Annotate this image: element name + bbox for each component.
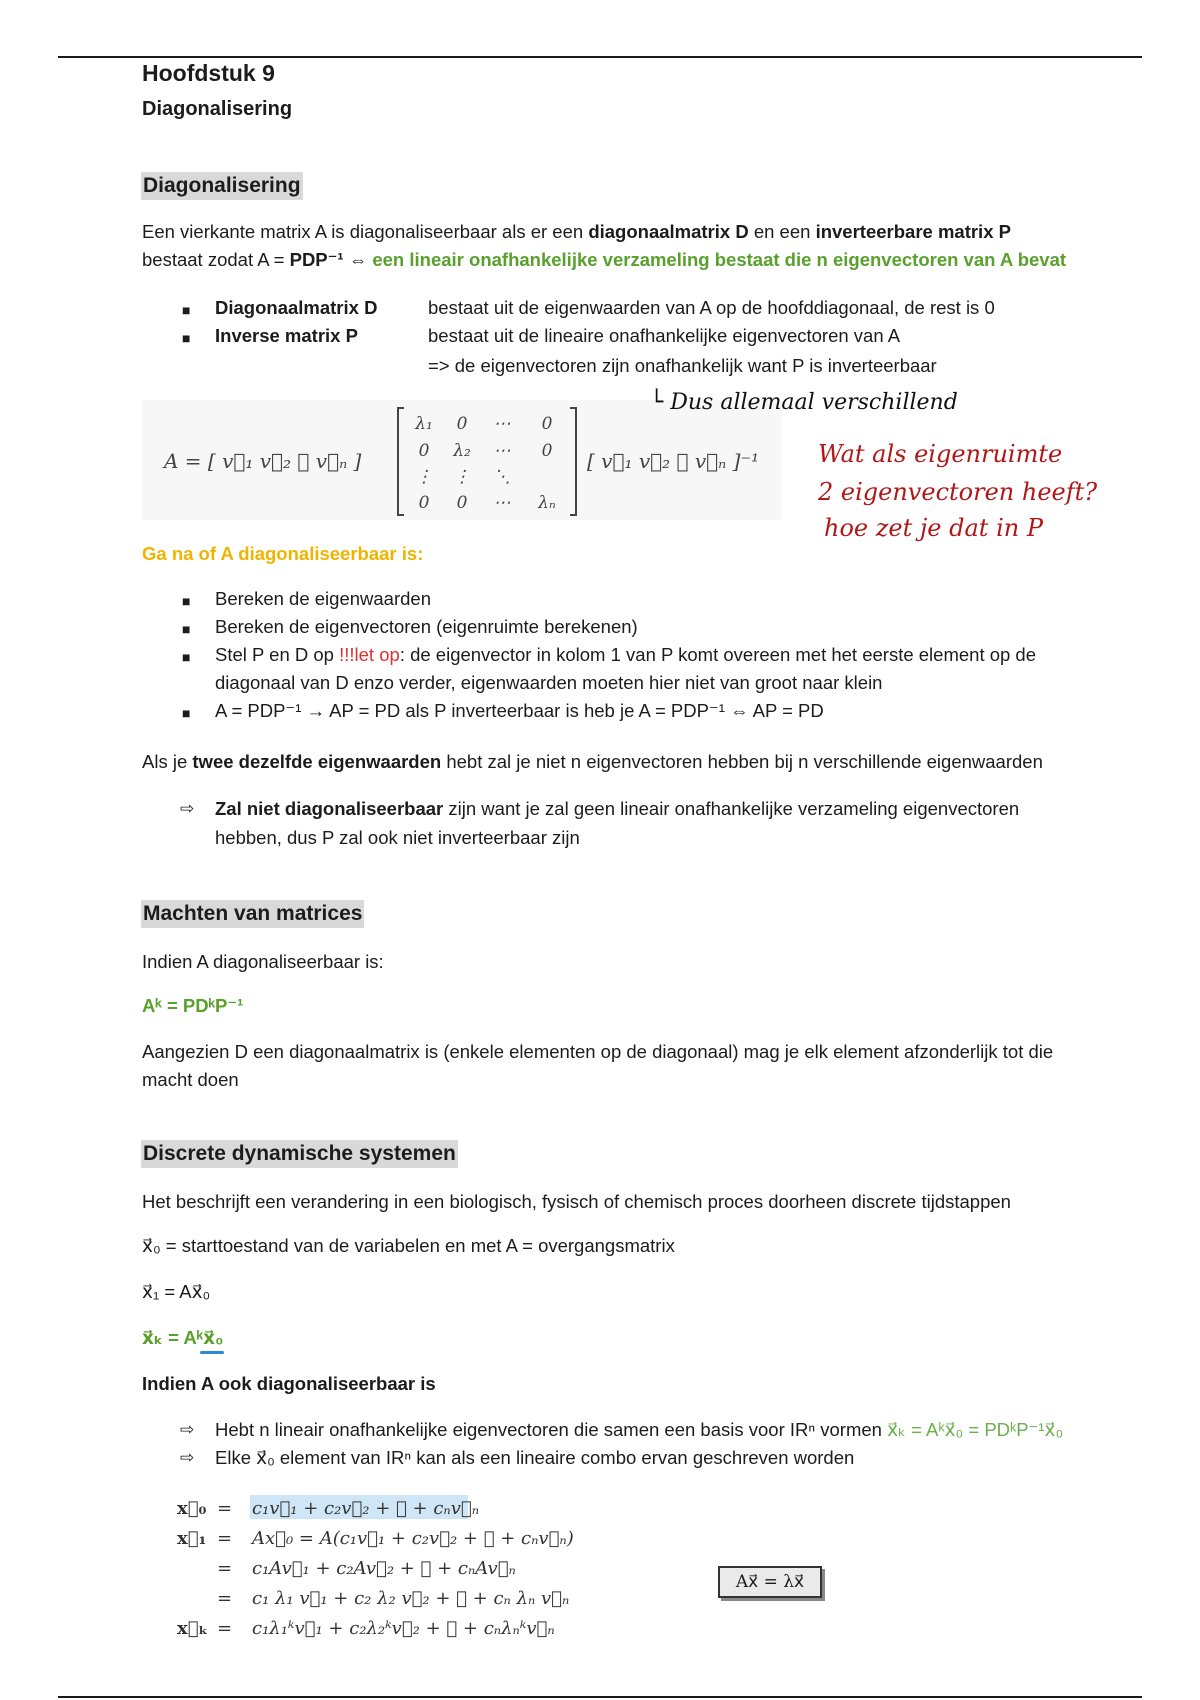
- chapter-title: Hoofdstuk 9: [142, 60, 275, 86]
- intro-bold-p: inverteerbare matrix P: [815, 221, 1011, 242]
- def-text-d: bestaat uit de eigenwaarden van A op de hoofddiagonaal, de rest is 0: [428, 297, 995, 318]
- svg-text:Ax⃗₀ = A(c₁v⃗₁ + c₂v⃗₂ + ⋯ + c: Ax⃗₀ = A(c₁v⃗₁ + c₂v⃗₂ + ⋯ + cₙv⃗ₙ): [252, 1528, 574, 1549]
- svg-text:x⃗₀: x⃗₀: [177, 1498, 207, 1519]
- discrete-x1: x⃗₁ = Ax⃗₀: [142, 1281, 211, 1302]
- handwritten-note-3: hoe zet je dat in P: [824, 514, 1043, 542]
- def-term-p: Inverse matrix P: [215, 325, 358, 346]
- svg-text:[ v⃗₁ v⃗₂ ⋯ v⃗ₙ ]⁻¹: [ v⃗₁ v⃗₂ ⋯ v⃗ₙ ]⁻¹: [587, 449, 760, 473]
- xk-underline: [200, 1351, 224, 1354]
- svg-text:λₙ: λₙ: [538, 493, 556, 513]
- svg-text:0: 0: [418, 493, 430, 513]
- discrete-arrow-1: [215, 1416, 1063, 1444]
- discrete-arrow-1-text: Hebt n lineair onafhankelijke eigenvectoren die samen een basis voor IRⁿ vormen: [215, 1419, 888, 1440]
- diagonalization-formula: [142, 400, 782, 520]
- svg-text:=: =: [217, 1588, 233, 1609]
- bullet: ■: [182, 705, 191, 721]
- derivation-svg: [172, 1490, 692, 1640]
- bullet: ■: [182, 649, 191, 665]
- svg-text:⋯: ⋯: [493, 441, 511, 461]
- discrete-line-1: Het beschrijft een verandering in een biologisch, fysisch of chemisch proces doorheen discrete tijdstappen: [142, 1191, 1011, 1212]
- def-text-p: bestaat uit de lineaire onafhankelijke eigenvectoren van A: [428, 325, 901, 346]
- svg-text:c₁ λ₁ v⃗₁ + c₂ λ₂ v⃗₂ + ⋯ + cₙ: c₁ λ₁ v⃗₁ + c₂ λ₂ v⃗₂ + ⋯ + cₙ λₙ v⃗ₙ: [252, 1588, 570, 1609]
- svg-text:⋮: ⋮: [415, 467, 433, 487]
- intro-line-2: [142, 246, 1066, 274]
- svg-text:A = [ v⃗₁ v⃗₂ ⋯ v⃗ₙ ]: A = [ v⃗₁ v⃗₂ ⋯ v⃗ₙ ]: [164, 449, 362, 473]
- svg-text:0: 0: [541, 414, 553, 434]
- chapter-subtitle: Diagonalisering: [142, 98, 293, 120]
- top-rule: [58, 56, 1142, 58]
- bottom-rule: [58, 1696, 1142, 1698]
- line2-text: bestaat zodat A =: [142, 249, 290, 270]
- svg-text:=: =: [217, 1528, 233, 1549]
- step-4: A = PDP⁻¹ → AP = PD als P inverteerbaar is heb je A = PDP⁻¹ ⇔ AP = PD: [215, 700, 824, 721]
- step-1: Bereken de eigenwaarden: [215, 588, 431, 609]
- arrow-line-cont: hebben, dus P zal ook niet inverteerbaar zijn: [215, 827, 580, 848]
- bullet: ■: [182, 302, 191, 318]
- check-title: Ga na of A diagonaliseerbaar is:: [142, 543, 424, 564]
- step3-text: Stel P en D op: [215, 644, 340, 665]
- discrete-arrow-1-green: x⃗ₖ = Aᵏx⃗₀ = PDᵏP⁻¹x⃗₀: [887, 1419, 1064, 1440]
- bullet: ■: [182, 330, 191, 346]
- machten-line-2: Aangezien D een diagonaalmatrix is (enkele elementen op de diagonaal) mag je elk element afzonderlijk tot die: [142, 1041, 1054, 1062]
- svg-text:⋱: ⋱: [493, 467, 511, 487]
- svg-text:x⃗ₖ: x⃗ₖ: [177, 1618, 208, 1639]
- svg-text:0: 0: [418, 441, 430, 461]
- machten-line-3: macht doen: [142, 1069, 239, 1090]
- svg-text:c₁v⃗₁ + c₂v⃗₂ + ⋯ + cₙv⃗ₙ: c₁v⃗₁ + c₂v⃗₂ + ⋯ + cₙv⃗ₙ: [252, 1498, 479, 1519]
- svg-text:=: =: [217, 1498, 233, 1519]
- bullet: ■: [182, 621, 191, 637]
- discrete-xk: x⃗ₖ = Aᵏx⃗₀: [142, 1327, 224, 1348]
- machten-formula: Aᵏ = PDᵏP⁻¹: [142, 995, 244, 1016]
- svg-text:λ₁: λ₁: [415, 414, 433, 434]
- intro-text-2: en een: [748, 221, 816, 242]
- svg-text:λ₂: λ₂: [453, 441, 471, 461]
- step-3: [215, 641, 1036, 669]
- intro-text: Een vierkante matrix A is diagonaliseerbaar als er een: [142, 221, 589, 242]
- arrow-bullet-icon: ⇨: [180, 1420, 195, 1439]
- intro-line-1: [142, 218, 1011, 246]
- line2-pdp: PDP⁻¹: [289, 249, 344, 270]
- svg-text:⋮: ⋮: [453, 467, 471, 487]
- step3-warning: !!!let op: [339, 644, 400, 665]
- twee-bold: twee dezelfde eigenwaarden: [192, 751, 442, 772]
- line2-green: een lineair onafhankelijke verzameling bestaat die n eigenvectoren van A bevat: [372, 249, 1067, 270]
- arrow-bold: Zal niet diagonaliseerbaar: [215, 798, 444, 819]
- svg-text:⋯: ⋯: [493, 414, 511, 434]
- twee-line: [142, 748, 1043, 776]
- svg-text:=: =: [217, 1558, 233, 1579]
- svg-text:c₁λ₁ᵏv⃗₁ + c₂λ₂ᵏv⃗₂ + ⋯ + cₙλₙ: c₁λ₁ᵏv⃗₁ + c₂λ₂ᵏv⃗₂ + ⋯ + cₙλₙᵏv⃗ₙ: [252, 1618, 555, 1639]
- svg-text:x⃗₁: x⃗₁: [177, 1528, 207, 1549]
- svg-text:=: =: [217, 1618, 233, 1639]
- arrow-bullet-icon: ⇨: [180, 799, 195, 818]
- section-title-diagonalisering: Diagonalisering: [141, 172, 303, 200]
- discrete-arrow-2: Elke x⃗₀ element van IRⁿ kan als een lineaire combo ervan geschreven worden: [215, 1447, 855, 1468]
- twee-text: Als je: [142, 751, 193, 772]
- svg-text:c₁Av⃗₁ + c₂Av⃗₂ + ⋯ + cₙAv⃗ₙ: c₁Av⃗₁ + c₂Av⃗₂ + ⋯ + cₙAv⃗ₙ: [252, 1558, 516, 1579]
- step-3-cont: diagonaal van D enzo verder, eigenwaarden moeten hier niet van groot naar klein: [215, 672, 883, 693]
- def-note-p: => de eigenvectoren zijn onafhankelijk want P is inverteerbaar: [428, 355, 937, 376]
- intro-bold-d: diagonaalmatrix D: [588, 221, 749, 242]
- arrow-text: zijn want je zal geen lineair onafhankelijke verzameling eigenvectoren: [443, 798, 1020, 819]
- discrete-subtitle: Indien A ook diagonaliseerbaar is: [142, 1373, 436, 1394]
- derivation-formula: [172, 1490, 692, 1640]
- bullet: ■: [182, 593, 191, 609]
- handwritten-note-2: 2 eigenvectoren heeft?: [818, 478, 1098, 506]
- svg-text:⋯: ⋯: [493, 493, 511, 513]
- step-2: Bereken de eigenvectoren (eigenruimte berekenen): [215, 616, 638, 637]
- step3-text-2: : de eigenvector in kolom 1 van P komt overeen met het eerste element op de: [399, 644, 1037, 665]
- arrow-line: [215, 795, 1019, 823]
- eigen-equation-box: Ax⃗ = λx⃗: [718, 1566, 822, 1598]
- arrow-bullet-icon: ⇨: [180, 1448, 195, 1467]
- discrete-x0: x⃗₀ = starttoestand van de variabelen en met A = overgangsmatrix: [142, 1235, 675, 1256]
- handwritten-note-1: Wat als eigenruimte: [818, 440, 1063, 468]
- section-title-machten: Machten van matrices: [141, 900, 364, 928]
- twee-text-2: hebt zal je niet n eigenvectoren hebben bij n verschillende eigenwaarden: [441, 751, 1043, 772]
- svg-text:0: 0: [541, 441, 553, 461]
- formula-svg: [142, 400, 782, 520]
- line2-iff: ⇔: [343, 249, 373, 270]
- section-title-discrete: Discrete dynamische systemen: [141, 1140, 458, 1168]
- handwritten-note-distinct: └ Dus allemaal verschillend: [650, 390, 958, 415]
- svg-text:0: 0: [456, 493, 468, 513]
- machten-line-1: Indien A diagonaliseerbaar is:: [142, 951, 384, 972]
- svg-text:0: 0: [456, 414, 468, 434]
- def-term-d: Diagonaalmatrix D: [215, 297, 378, 318]
